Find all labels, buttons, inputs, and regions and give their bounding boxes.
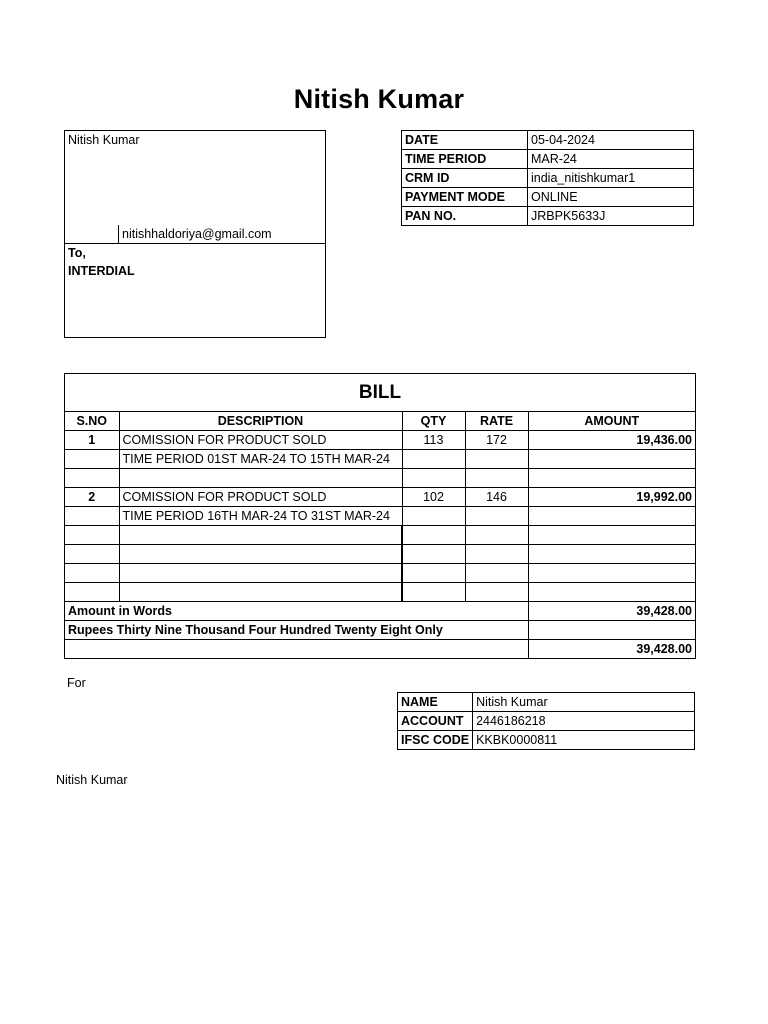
bank-label: IFSC CODE [398,731,473,750]
info-label: CRM ID [402,169,528,188]
info-row-crm-id [402,169,694,188]
total-row [65,640,695,659]
item-qty: 113 [402,431,465,450]
bank-row-ifsc [398,731,695,750]
item-sno: 2 [65,488,119,507]
info-label: PAN NO. [402,207,528,226]
table-row [65,583,695,602]
info-row-time-period [402,150,694,169]
table-row [65,564,695,583]
sender-email: nitishhaldoriya@gmail.com [118,225,272,243]
page-title: Nitish Kumar [293,84,465,114]
item-sno: 1 [65,431,119,450]
party-divider [65,243,325,244]
info-value: ONLINE [528,188,694,207]
bank-label: ACCOUNT [398,712,473,731]
item-period: TIME PERIOD 16TH MAR-24 TO 31ST MAR-24 [119,507,402,526]
info-value: india_nitishkumar1 [528,169,694,188]
info-label: PAYMENT MODE [402,188,528,207]
bill-header-row [65,412,695,431]
subtotal-amount: 39,428.00 [528,602,695,621]
bank-value: KKBK0000811 [473,731,695,750]
bank-row-name [398,693,695,712]
sender-name: Nitish Kumar [68,133,140,147]
to-label: To, [68,246,86,260]
info-row-date [402,131,694,150]
for-label: For [67,676,86,690]
table-row [65,488,695,507]
bank-value: 2446186218 [473,712,695,731]
info-value: MAR-24 [528,150,694,169]
table-row [65,469,695,488]
item-qty: 102 [402,488,465,507]
bank-label: NAME [398,693,473,712]
col-sno: S.NO [65,412,119,431]
amount-in-words: Rupees Thirty Nine Thousand Four Hundred Twenty Eight Only [65,621,528,640]
item-description: COMISSION FOR PRODUCT SOLD [119,488,402,507]
amount-words-row [65,621,695,640]
amount-words-label-row [65,602,695,621]
item-rate: 146 [465,488,528,507]
bill-box [64,373,696,659]
info-row-pan [402,207,694,226]
table-row [65,507,695,526]
recipient-company: INTERDIAL [68,264,135,278]
info-value: 05-04-2024 [528,131,694,150]
party-box [64,130,326,338]
info-value: JRBPK5633J [528,207,694,226]
col-rate: RATE [465,412,528,431]
item-period: TIME PERIOD 01ST MAR-24 TO 15TH MAR-24 [119,450,402,469]
item-amount: 19,992.00 [528,488,695,507]
table-row [65,526,695,545]
col-description: DESCRIPTION [119,412,402,431]
info-label: DATE [402,131,528,150]
signature-name: Nitish Kumar [56,773,128,787]
col-qty: QTY [402,412,465,431]
item-rate: 172 [465,431,528,450]
info-label: TIME PERIOD [402,150,528,169]
amount-in-words-label: Amount in Words [65,602,528,621]
info-row-payment-mode [402,188,694,207]
bank-row-account [398,712,695,731]
table-row [65,450,695,469]
invoice-info-table [401,130,694,226]
total-amount: 39,428.00 [528,640,695,659]
col-amount: AMOUNT [528,412,695,431]
item-amount: 19,436.00 [528,431,695,450]
item-description: COMISSION FOR PRODUCT SOLD [119,431,402,450]
table-row [65,431,695,450]
bill-table [65,412,695,658]
bill-title: BILL [65,374,695,412]
bank-value: Nitish Kumar [473,693,695,712]
table-row [65,545,695,564]
bank-details-table [397,692,695,750]
